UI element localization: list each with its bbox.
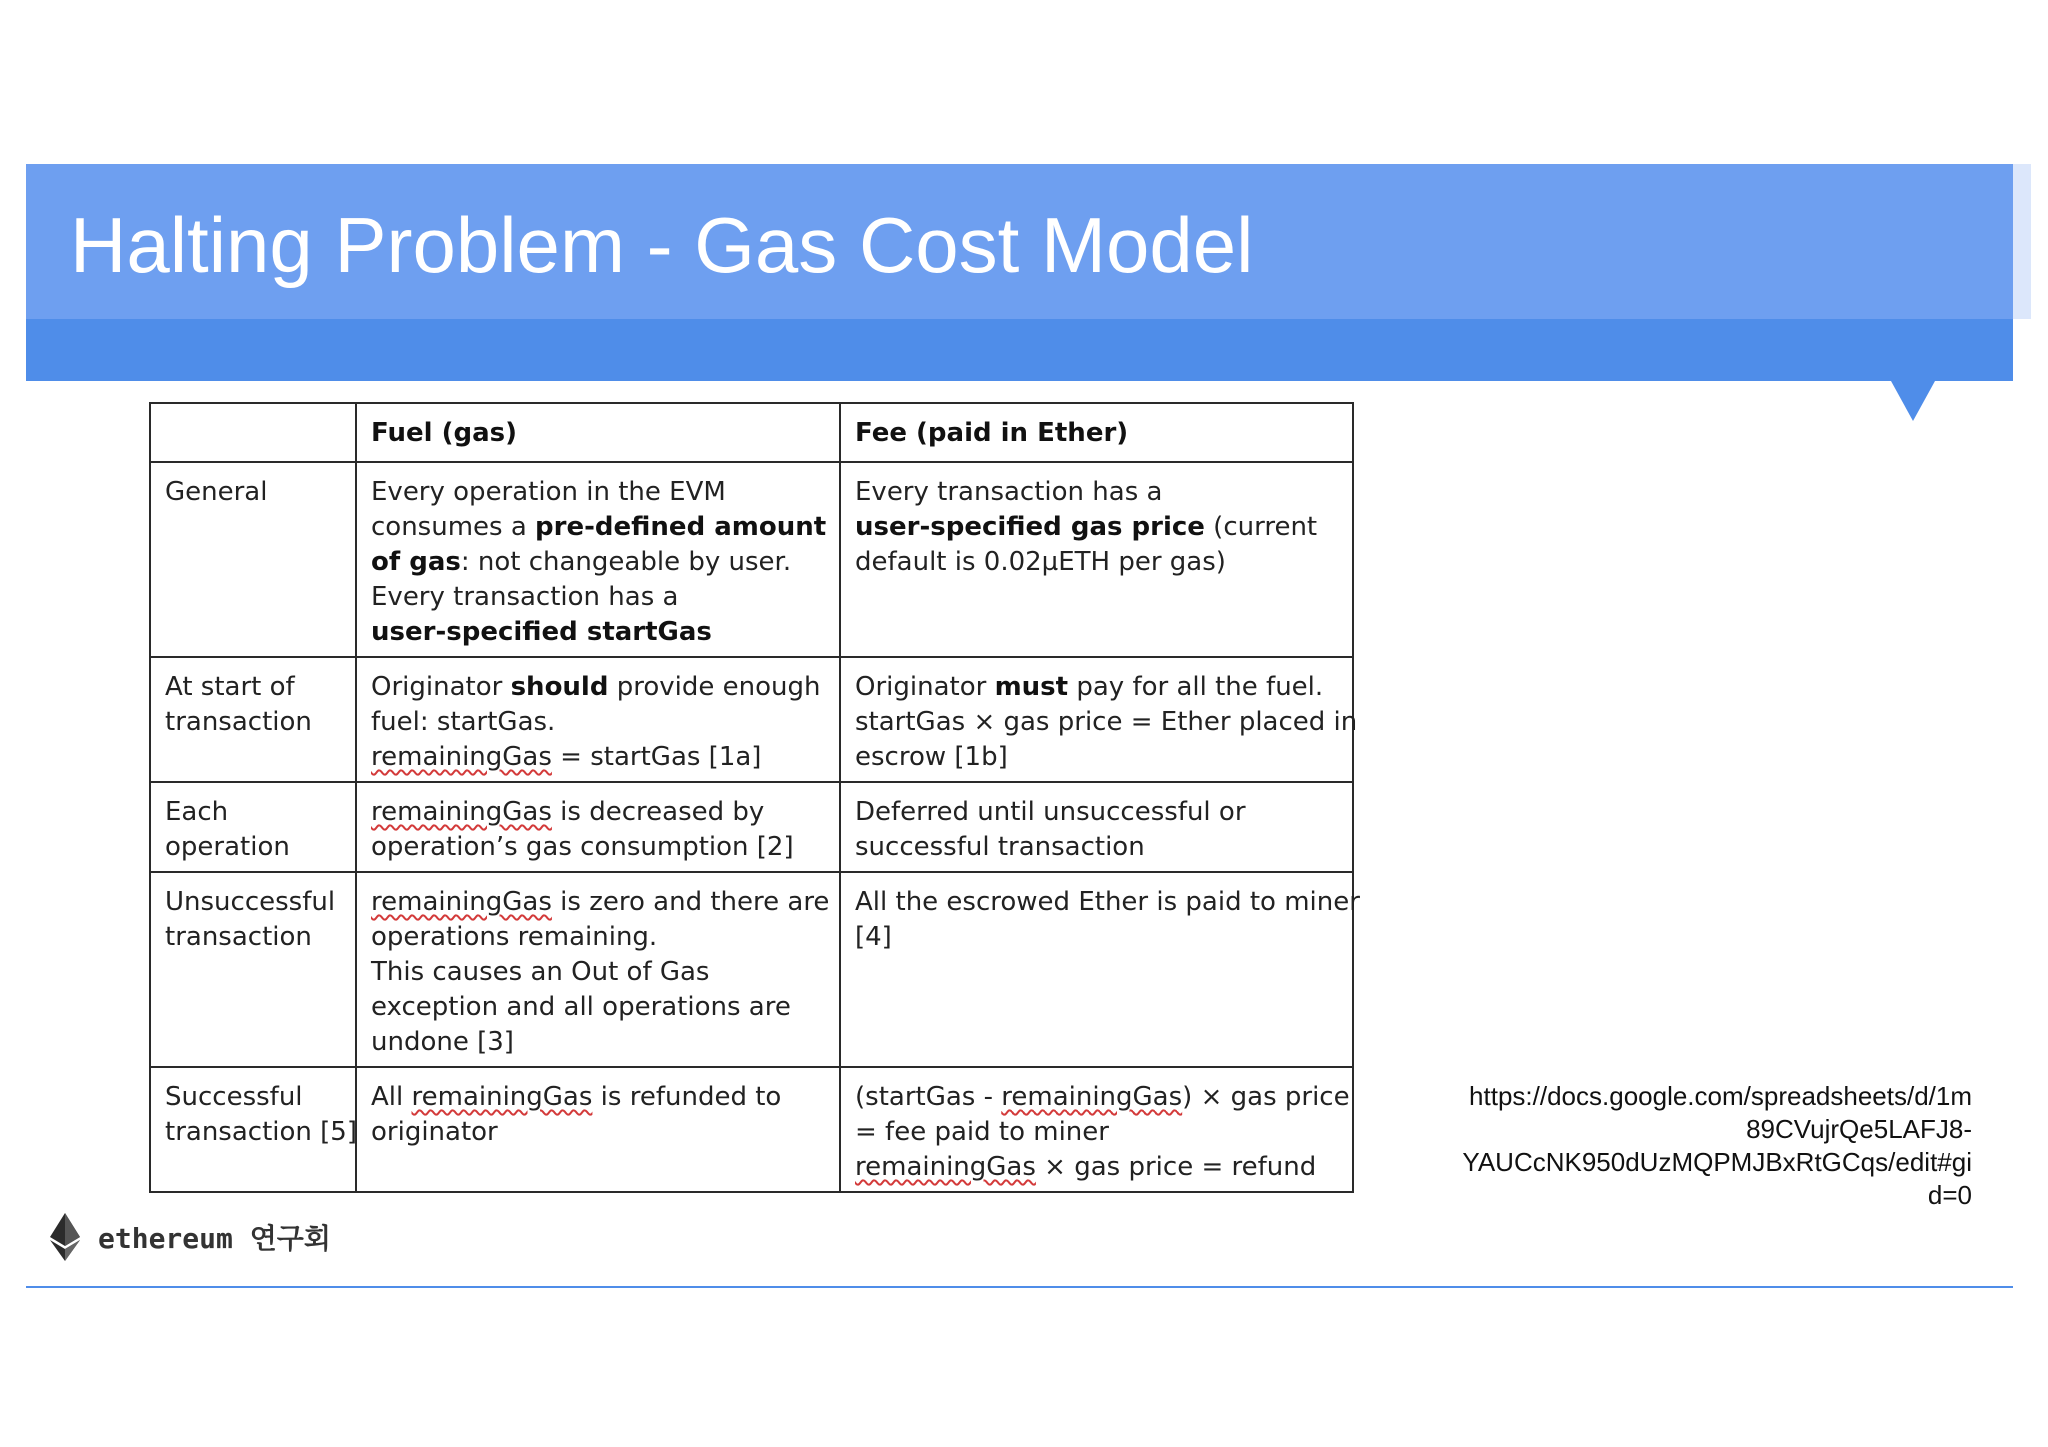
table-row-start [150, 657, 1353, 782]
source-link-line: https://docs.google.com/spreadsheets/d/1m [1469, 1081, 1972, 1111]
text-run: Originator [855, 672, 995, 702]
text-run: successful transaction [855, 832, 1145, 862]
text-run: is zero and there are [551, 887, 830, 917]
fee-line [855, 545, 1338, 580]
row-label-line: General [165, 477, 268, 507]
fuel-line [371, 830, 825, 865]
fuel-cell [356, 782, 840, 872]
text-run: originator [371, 1117, 498, 1147]
table-row-general [150, 462, 1353, 657]
fuel-cell [356, 872, 840, 1067]
header-cell-fee: Fee (paid in Ether) [840, 403, 1353, 462]
text-run: is decreased by [551, 797, 765, 827]
fee-line [855, 830, 1338, 865]
fuel-line [371, 885, 830, 920]
fuel-cell [356, 462, 840, 657]
fee-cell [840, 657, 1358, 782]
fee-cell [840, 782, 1353, 872]
row-label-cell [150, 872, 356, 1067]
text-run: is refunded to [592, 1082, 782, 1112]
row-label-cell [150, 657, 356, 782]
row-label-line: Unsuccessful [165, 887, 336, 917]
text-run: Every transaction has a [371, 582, 679, 612]
row-label-cell [150, 782, 356, 872]
text-run: ) × gas price [1182, 1082, 1350, 1112]
text-run: fuel: startGas. [371, 707, 556, 737]
text-run: Originator [371, 672, 511, 702]
fuel-line [371, 475, 825, 510]
text-run: operation’s gas consumption [2] [371, 832, 794, 862]
text-run: default is 0.02µETH per gas) [855, 547, 1226, 577]
row-label-line: At start of [165, 672, 295, 702]
fuel-line [371, 670, 825, 705]
table-row-unsuccessful [150, 872, 1353, 1067]
spellcheck-text: remainingGas [1001, 1082, 1183, 1112]
text-run: (startGas - [855, 1082, 1002, 1112]
header-cell-empty [150, 403, 356, 462]
row-label-line: transaction [165, 707, 312, 737]
fuel-line [371, 795, 825, 830]
text-run: Deferred until unsuccessful or [855, 797, 1246, 827]
fuel-cell [356, 1067, 840, 1192]
fee-line [855, 1115, 1338, 1150]
text-run: = fee paid to miner [855, 1117, 1109, 1147]
spellcheck-text: remainingGas [411, 1082, 593, 1112]
fuel-line [371, 955, 825, 990]
fee-line [855, 740, 1338, 775]
title-banner-edge [2013, 164, 2031, 319]
text-run: operations remaining. [371, 922, 658, 952]
source-link-line: d=0 [1927, 1180, 1972, 1210]
row-label-line: operation [165, 832, 290, 862]
text-run: This causes an Out of Gas [371, 957, 710, 987]
footer-logo [50, 1213, 331, 1261]
row-label-line: Successful [165, 1082, 303, 1112]
fuel-line [371, 1025, 825, 1060]
text-run: consumes a [371, 512, 536, 542]
footer-brand-text: ethereum 연구회 [98, 1222, 331, 1255]
text-run: startGas × gas price = Ether placed in [855, 707, 1358, 737]
bold-text: should [510, 672, 609, 702]
spellcheck-text: remainingGas [371, 887, 552, 917]
table-header-row [150, 403, 1353, 462]
table-body [150, 462, 1360, 1192]
fee-cell [840, 462, 1353, 657]
text-run: undone [3] [371, 1027, 514, 1057]
row-label-cell [150, 1067, 356, 1192]
spellcheck-text: remainingGas [371, 742, 552, 772]
text-run: [4] [855, 922, 892, 952]
row-label-line: transaction [5] [165, 1117, 357, 1147]
fee-cell [840, 1067, 1353, 1192]
fuel-line [371, 740, 825, 775]
fee-line [855, 1080, 1350, 1115]
banner-pointer [1891, 381, 1935, 421]
fuel-line [371, 1115, 825, 1150]
fee-line [855, 1150, 1338, 1185]
bold-text: user-specified startGas [371, 617, 712, 647]
text-run: provide enough [608, 672, 821, 702]
text-run: Every transaction has a [855, 477, 1163, 507]
spellcheck-text: remainingGas [371, 797, 552, 827]
bold-text: must [994, 672, 1069, 702]
header-cell-fuel: Fuel (gas) [356, 403, 840, 462]
text-run: Every operation in the EVM [371, 477, 726, 507]
text-run: (current [1204, 512, 1318, 542]
row-label-line: Each [165, 797, 229, 827]
fuel-line [371, 510, 825, 545]
fuel-line [371, 990, 825, 1025]
bold-text: user-specified gas price [855, 512, 1205, 542]
fee-cell [840, 872, 1360, 1067]
fuel-line [371, 545, 825, 580]
fee-line [855, 475, 1338, 510]
spellcheck-text: remainingGas [855, 1152, 1036, 1182]
text-run: exception and all operations are [371, 992, 791, 1022]
row-label-line: transaction [165, 922, 312, 952]
bottom-rule [26, 1286, 2013, 1288]
gas-cost-table [149, 402, 1360, 1193]
bold-text: of gas [371, 547, 461, 577]
fee-line [855, 885, 1360, 920]
source-link[interactable] [1420, 1080, 1972, 1212]
table-row-each-operation [150, 782, 1353, 872]
source-link-line: YAUCcNK950dUzMQPMJBxRtGCqs/edit#gi [1462, 1147, 1972, 1177]
ethereum-diamond-icon [50, 1213, 80, 1261]
bold-text: pre-defined amount [535, 512, 827, 542]
fuel-line [371, 705, 825, 740]
table-row-successful [150, 1067, 1353, 1192]
fuel-line [371, 920, 825, 955]
fee-line [855, 705, 1358, 740]
fee-line [855, 670, 1338, 705]
text-run: escrow [1b] [855, 742, 1008, 772]
text-run: = startGas [1a] [551, 742, 762, 772]
text-run: × gas price = refund [1035, 1152, 1317, 1182]
text-run: All [371, 1082, 412, 1112]
fuel-line [371, 615, 825, 650]
text-run: All the escrowed Ether is paid to miner [855, 887, 1360, 917]
slide-title: Halting Problem - Gas Cost Model [70, 201, 1254, 289]
title-banner-band [26, 319, 2013, 381]
fuel-line [371, 1080, 825, 1115]
text-run: pay for all the fuel. [1068, 672, 1324, 702]
fuel-cell [356, 657, 840, 782]
fuel-line [371, 580, 825, 615]
fee-line [855, 510, 1338, 545]
source-link-line: 89CVujrQe5LAFJ8- [1746, 1114, 1972, 1144]
fee-line [855, 920, 1338, 955]
row-label-cell [150, 462, 356, 657]
text-run: : not changeable by user. [460, 547, 792, 577]
fee-line [855, 795, 1338, 830]
